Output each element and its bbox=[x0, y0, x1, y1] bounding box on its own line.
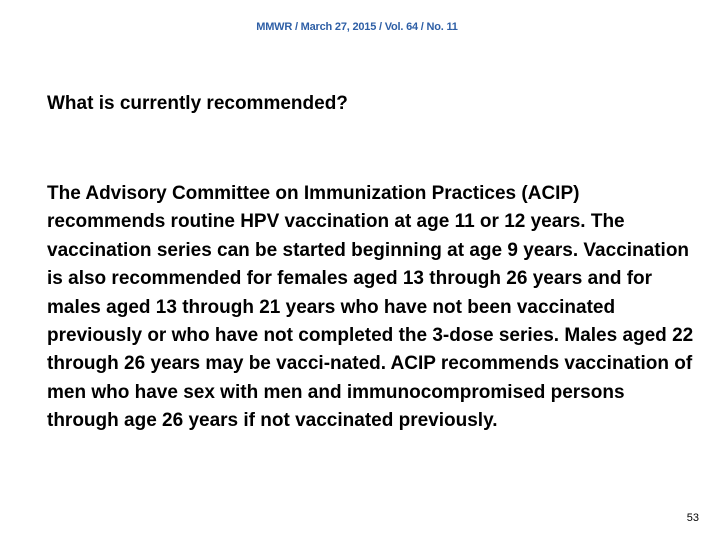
recommendation-paragraph: The Advisory Committee on Immunization Practices (ACIP) recommends routine HPV vaccination at age 11 or 12 years. The vaccination series can be started beginning at age 9 years. Vaccination is also recommended for females aged 13 through 26 years and for males aged 13 through 21 years who have not been vaccinated previously or who have not completed the 3-dose series. Males aged 22 through 26 years may be vacci-nated. ACIP recommends vaccination of men who have sex with men and immunocompromised persons through age 26 years if not vaccinated previously. bbox=[47, 183, 694, 432]
journal-citation-header: MMWR / March 27, 2015 / Vol. 64 / No. 11 bbox=[256, 21, 458, 33]
page-number: 53 bbox=[686, 512, 699, 524]
question-heading: What is currently recommended? bbox=[47, 93, 348, 114]
